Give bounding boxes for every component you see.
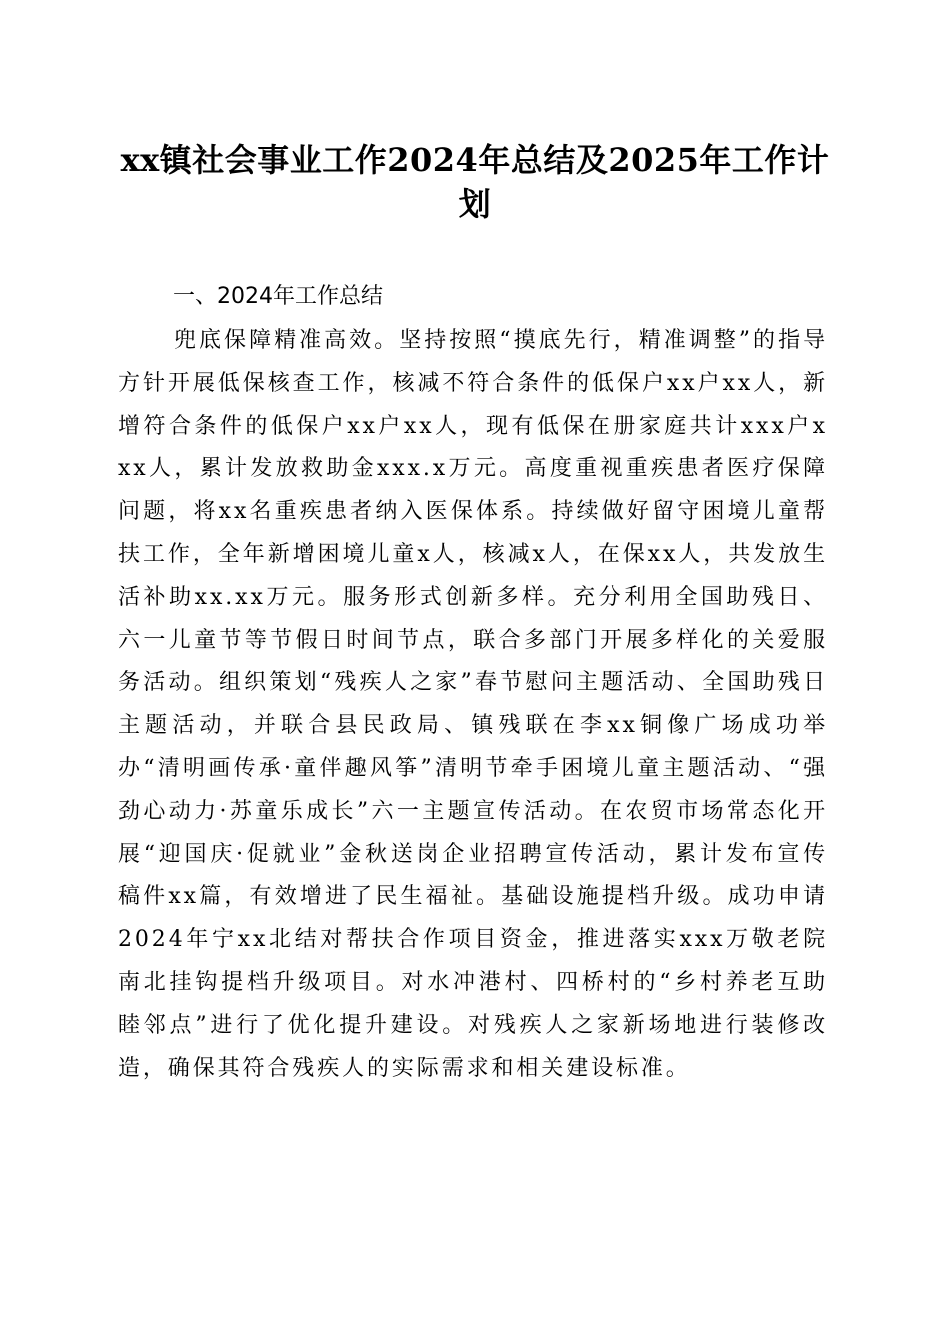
document-title: xx镇社会事业工作2024年总结及2025年工作计划 xyxy=(120,141,830,223)
section-heading: 一、2024年工作总结 xyxy=(173,284,383,309)
body-paragraph: 兜底保障精准高效。坚持按照“摸底先行，精准调整”的指导方针开展低保核查工作，核减不符合条件的低保户xx户xx人，新增符合条件的低保户xx户xx人，现有低保在册家庭共计xxx户xxx人，累计发放救助金xxx.x万元。高度重视重疾患者医疗保障问题，将xx名重疾患者纳入医保体系。持续做好留守困境儿童帮扶工作，全年新增困境儿童x人，核减x人，在保xx人，共发放生活补助xx.xx万元。服务形式创新多样。充分利用全国助残日、六一儿童节等节假日时间节点，联合多部门开展多样化的关爱服务活动。组织策划“残疾人之家”春节慰问主题活动、全国助残日主题活动，并联合县民政局、镇残联在李xx铜像广场成功举办“清明画传承·童伴趣风筝”清明节牵手困境儿童主题活动、“强劲心动力·苏童乐成长”六一主题宣传活动。在农贸市场常态化开展“迎国庆·促就业”金秋送岗企业招聘宣传活动，累计发布宣传稿件xx篇，有效增进了民生福祉。基础设施提档升级。成功申请2024年宁xx北结对帮扶合作项目资金，推进落实xxx万敬老院南北挂钩提档升级项目。对水冲港村、四桥村的“乡村养老互助睦邻点”进行了优化提升建设。对残疾人之家新场地进行装修改造，确保其符合残疾人的实际需求和相关建设标准。 xyxy=(118,328,828,1081)
